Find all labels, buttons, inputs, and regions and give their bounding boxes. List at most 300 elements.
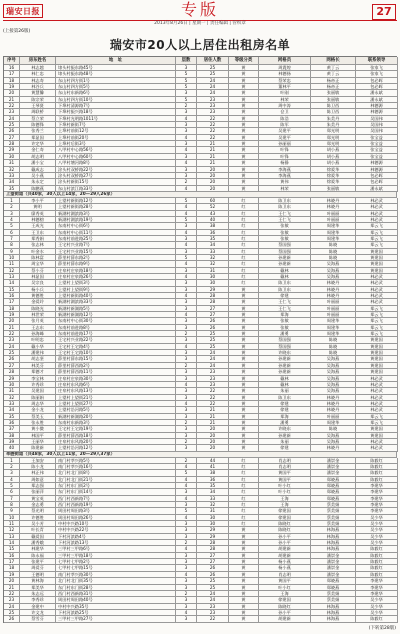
- cell-floors: 3: [176, 414, 197, 420]
- cell-floors: 4: [176, 242, 197, 248]
- cell-seq: 8: [4, 502, 20, 508]
- cell-landlord: 林谷兵: [20, 84, 56, 90]
- cell-address: 上望村上望街21号: [56, 395, 176, 401]
- cell-residents: 24: [197, 356, 229, 362]
- cell-seq: 21: [4, 585, 20, 591]
- cell-grid-member: 朱丽: [259, 439, 311, 445]
- cell-residents: 24: [197, 597, 229, 603]
- cell-landlord: 吴小芳: [20, 521, 56, 527]
- cell-grid-member: 徐建: [259, 445, 311, 451]
- cell-floors: 3: [176, 337, 197, 343]
- cell-landlord: 金仁寿: [20, 147, 56, 153]
- cell-residents: 29: [197, 287, 229, 293]
- cell-grid-member: 潘勇: [259, 331, 311, 337]
- cell-level: 黄: [229, 395, 259, 401]
- cell-grid-leader: 潘崇金: [311, 464, 356, 470]
- cell-grid-member: 孙建新: [259, 255, 311, 261]
- page-number-badge: 27: [372, 4, 396, 20]
- table-row: [4, 616, 397, 622]
- cell-residents: 27: [197, 312, 229, 318]
- cell-address: 涂头村双桥路27号: [56, 173, 176, 179]
- cell-landlord: 王琴贤: [20, 103, 56, 109]
- cell-residents: 22: [197, 116, 229, 122]
- cell-contact-leader: 陈毅红: [356, 477, 398, 483]
- cell-grid-leader: 林晓丹: [311, 198, 356, 204]
- continued-from-note: (上接第26版): [3, 29, 31, 34]
- cell-grid-member: 孙建新: [259, 363, 311, 369]
- cell-address: 薛里村薛东路9号: [56, 261, 176, 267]
- cell-level: 红: [229, 458, 259, 464]
- cell-seq: 20: [4, 90, 20, 96]
- cell-floors: 2: [176, 103, 197, 109]
- cell-residents: 27: [197, 306, 229, 312]
- cell-landlord: 林国平: [20, 433, 56, 439]
- cell-floors: 3: [176, 167, 197, 173]
- cell-grid-member: 许晓东: [259, 426, 311, 432]
- cell-landlord: 陈林富: [20, 255, 56, 261]
- cell-grid-leader: 叶丽丽: [311, 211, 356, 217]
- cell-residents: 20: [197, 179, 229, 185]
- cell-grid-member: 周震煌: [259, 65, 311, 71]
- cell-floors: 4: [176, 344, 197, 350]
- cell-grid-leader: 周建华: [311, 331, 356, 337]
- cell-landlord: 李宝林: [20, 376, 56, 382]
- cell-floors: 3: [176, 559, 197, 565]
- cell-seq: 20: [4, 318, 20, 324]
- cell-grid-leader: 林海燕: [311, 546, 356, 552]
- cell-landlord: 黄林海: [20, 578, 56, 584]
- cell-grid-leader: 陈晓: [311, 344, 356, 350]
- cell-contact-leader: 吴少华: [356, 515, 398, 521]
- cell-contact-leader: 陈毅红: [356, 559, 398, 565]
- cell-contact-leader: 陈毅红: [356, 572, 398, 578]
- cell-grid-member: 黄国平: [259, 470, 311, 476]
- cell-contact-leader: 陈毅红: [356, 565, 398, 571]
- cell-contact-leader: 李建华: [356, 578, 398, 584]
- cell-landlord: 廖秀英: [20, 211, 56, 217]
- cell-residents: 26: [197, 318, 229, 324]
- cell-residents: 24: [197, 591, 229, 597]
- cell-grid-leader: 林晓丹: [311, 445, 356, 451]
- cell-seq: 18: [4, 565, 20, 571]
- cell-floors: 2: [176, 458, 197, 464]
- cell-seq: 15: [4, 287, 20, 293]
- cell-grid-leader: 张丽敏: [311, 90, 356, 96]
- cell-residents: 22: [197, 401, 229, 407]
- cell-contact-leader: 黄建国: [356, 369, 398, 375]
- cell-floors: 3: [176, 388, 197, 394]
- cell-residents: 21: [197, 414, 229, 420]
- cell-landlord: 戴成志: [20, 167, 56, 173]
- cell-floors: 4: [176, 515, 197, 521]
- cell-landlord: 戴爱国: [20, 534, 56, 540]
- cell-grid-member: 张敏: [259, 230, 311, 236]
- cell-address: 庄泉村东风路6号: [56, 382, 176, 388]
- cell-grid-leader: 陈晓: [311, 337, 356, 343]
- cell-grid-leader: 林晓丹: [311, 293, 356, 299]
- cell-level: 黄: [229, 344, 259, 350]
- cell-seq: 31: [4, 160, 20, 166]
- cell-grid-member: 徐建国: [259, 508, 311, 514]
- cell-floors: 2: [176, 179, 197, 185]
- cell-floors: 3: [176, 395, 197, 401]
- cell-address: 下埠村光明路1011号: [56, 116, 176, 122]
- cell-residents: 22: [197, 128, 229, 134]
- cell-floors: 3: [176, 318, 197, 324]
- cell-grid-leader: 周建华: [311, 325, 356, 331]
- cell-address: 薛里村薛西路18号: [56, 433, 176, 439]
- cell-floors: 3: [176, 521, 197, 527]
- cell-address: 上望村新街路12号: [56, 198, 176, 204]
- cell-level: 红: [229, 261, 259, 267]
- cell-grid-leader: 黄丁云: [311, 65, 356, 71]
- cell-address: 新湖村湖滨路19号: [56, 217, 176, 223]
- cell-grid-leader: 周建华: [311, 230, 356, 236]
- cell-grid-leader: 林海燕: [311, 616, 356, 622]
- cell-contact-leader: 林必武: [356, 376, 398, 382]
- cell-seq: 4: [4, 477, 20, 483]
- cell-landlord: 陈丽娟: [20, 395, 56, 401]
- cell-landlord: 蔡雪芬: [20, 616, 56, 622]
- cell-level: 红: [229, 217, 259, 223]
- cell-address: 新湖村新湖路12号: [56, 312, 176, 318]
- cell-floors: 4: [176, 211, 197, 217]
- cell-landlord: 王加安: [20, 458, 56, 464]
- cell-residents: 38: [197, 223, 229, 229]
- cell-address: 西门村西新路7号: [56, 496, 176, 502]
- header-contact-leader: 联系领导: [356, 57, 398, 65]
- table-row: [4, 445, 397, 451]
- cell-seq: 38: [4, 433, 20, 439]
- cell-grid-leader: 吴海燕: [311, 439, 356, 445]
- cell-address: 东门村东门街14号: [56, 489, 176, 495]
- cell-grid-member: 孙小平: [259, 534, 311, 540]
- cell-level: 黄: [229, 426, 259, 432]
- cell-address: 上望村沿河路12号: [56, 445, 176, 451]
- cell-contact-leader: 郑云飞: [356, 420, 398, 426]
- cell-address: 西门村西新路19号: [56, 502, 176, 508]
- cell-floors: 4: [176, 160, 197, 166]
- cell-seq: 12: [4, 527, 20, 533]
- cell-grid-member: 陈晓红: [259, 521, 311, 527]
- cell-floors: 3: [176, 65, 197, 71]
- cell-contact-leader: 林必武: [356, 293, 398, 299]
- cell-level: 黄: [229, 78, 259, 84]
- cell-address: 北门村北门街8号: [56, 470, 176, 476]
- cell-seq: 6: [4, 489, 20, 495]
- cell-residents: 20: [197, 173, 229, 179]
- cell-floors: 2: [176, 420, 197, 426]
- cell-residents: 20: [197, 433, 229, 439]
- cell-grid-leader: 蔡美娟: [311, 597, 356, 603]
- cell-residents: 25: [197, 344, 229, 350]
- cell-contact-leader: 林必武: [356, 388, 398, 394]
- cell-grid-member: 徐建国: [259, 597, 311, 603]
- cell-address: 王宅村兴业路15号: [56, 249, 176, 255]
- cell-residents: 43: [197, 211, 229, 217]
- cell-floors: 3: [176, 527, 197, 533]
- cell-grid-leader: 徐爱华: [311, 167, 356, 173]
- cell-address: 王宅村王宅路4号: [56, 344, 176, 350]
- cell-grid-member: 张敏: [259, 223, 311, 229]
- cell-address: 东南村中心街30号: [56, 318, 176, 324]
- cell-grid-leader: 郑晓燕: [311, 489, 356, 495]
- cell-grid-member: 王海: [259, 496, 311, 502]
- cell-landlord: 林建华: [20, 546, 56, 552]
- cell-floors: 4: [176, 135, 197, 141]
- cell-seq: 25: [4, 350, 20, 356]
- cell-address: 上望村新街路40号: [56, 293, 176, 299]
- cell-residents: 38: [197, 470, 229, 476]
- cell-floors: 4: [176, 496, 197, 502]
- cell-landlord: 朱志远: [20, 591, 56, 597]
- cell-landlord: 林德榕: [20, 217, 56, 223]
- cell-floors: 2: [176, 439, 197, 445]
- cell-contact-leader: 李建华: [356, 489, 398, 495]
- cell-grid-leader: 陈卫西: [311, 109, 356, 115]
- cell-floors: 3: [176, 350, 197, 356]
- cell-floors: 3: [176, 565, 197, 571]
- cell-residents: 22: [197, 616, 229, 622]
- cell-grid-leader: 郑光明: [311, 141, 356, 147]
- cell-landlord: 王德明: [20, 572, 56, 578]
- cell-level: 红: [229, 502, 259, 508]
- cell-grid-leader: 叶丽丽: [311, 217, 356, 223]
- cell-floors: 4: [176, 382, 197, 388]
- cell-grid-leader: 张丽敏: [311, 186, 356, 192]
- cell-address: 东山村四方街1号: [56, 78, 176, 84]
- header-address: 地 址: [56, 57, 176, 65]
- cell-address: 七甲村七甲路15号: [56, 565, 176, 571]
- cell-grid-leader: 胡小燕: [311, 160, 356, 166]
- cell-contact-leader: 包必晖: [356, 84, 398, 90]
- cell-seq: 5: [4, 223, 20, 229]
- cell-landlord: 张秀兰: [20, 128, 56, 134]
- cell-address: 中村中兴路10号: [56, 521, 176, 527]
- cell-floors: 3: [176, 287, 197, 293]
- cell-address: 庄泉村庄泉路18号: [56, 268, 176, 274]
- cell-seq: 21: [4, 325, 20, 331]
- cell-grid-leader: 叶丽丽: [311, 414, 356, 420]
- cell-seq: 17: [4, 299, 20, 305]
- cell-residents: 25: [197, 337, 229, 343]
- cell-grid-leader: 杨帝正: [311, 84, 356, 90]
- cell-grid-leader: 林海燕: [311, 527, 356, 533]
- cell-residents: 36: [197, 477, 229, 483]
- cell-address: 东门村东门街28号: [56, 585, 176, 591]
- cell-address: 上望村上望街9号: [56, 287, 176, 293]
- cell-contact-leader: 黄建国: [356, 356, 398, 362]
- cell-seq: 30: [4, 154, 20, 160]
- cell-residents: 21: [197, 160, 229, 166]
- cell-level: 黄: [229, 565, 259, 571]
- cell-seq: 15: [4, 546, 20, 552]
- cell-residents: 23: [197, 376, 229, 382]
- cell-address: 上望村新街路28号: [56, 204, 176, 210]
- cell-grid-leader: 潘崇金: [311, 458, 356, 464]
- cell-landlord: 李秀珍: [20, 597, 56, 603]
- cell-floors: 3: [176, 141, 197, 147]
- cell-grid-leader: 吴海燕: [311, 268, 356, 274]
- cell-floors: 4: [176, 546, 197, 552]
- cell-seq: 23: [4, 109, 20, 115]
- cell-residents: 23: [197, 604, 229, 610]
- cell-grid-member: 王海: [259, 591, 311, 597]
- cell-floors: 4: [176, 186, 197, 192]
- cell-level: 红: [229, 236, 259, 242]
- cell-seq: 19: [4, 572, 20, 578]
- cell-landlord: 叶金水: [20, 249, 56, 255]
- cell-grid-member: 杨小燕: [259, 559, 311, 565]
- cell-landlord: 许德胜: [20, 515, 56, 521]
- cell-floors: 3: [176, 128, 197, 134]
- cell-contact-leader: 吴少华: [356, 534, 398, 540]
- cell-seq: 5: [4, 483, 20, 489]
- cell-contact-leader: 郑云飞: [356, 223, 398, 229]
- cell-level: 红: [229, 274, 259, 280]
- cell-residents: 26: [197, 325, 229, 331]
- cell-residents: 26: [197, 572, 229, 578]
- cell-grid-member: 杨小燕: [259, 565, 311, 571]
- cell-floors: 5: [176, 217, 197, 223]
- cell-level: 黄: [229, 585, 259, 591]
- cell-residents: 26: [197, 565, 229, 571]
- cell-residents: 35: [197, 483, 229, 489]
- cell-contact-leader: 李建华: [356, 496, 398, 502]
- cell-contact-leader: 李建华: [356, 585, 398, 591]
- cell-grid-member: 陈军: [259, 122, 311, 128]
- cell-floors: 5: [176, 470, 197, 476]
- cell-floors: 4: [176, 230, 197, 236]
- cell-grid-member: 孙小平: [259, 540, 311, 546]
- cell-landlord: 王志东: [20, 325, 56, 331]
- cell-floors: 3: [176, 407, 197, 413]
- cell-level: 黄: [229, 337, 259, 343]
- cell-landlord: 潘小宝: [20, 160, 56, 166]
- cell-seq: 36: [4, 420, 20, 426]
- cell-address: 上埠村后街3号: [56, 141, 176, 147]
- header-floors: 层数: [176, 57, 197, 65]
- cell-seq: 20: [4, 578, 20, 584]
- cell-grid-member: 孙建新: [259, 261, 311, 267]
- cell-grid-member: 戴林: [259, 376, 311, 382]
- cell-landlord: 陈小龙: [20, 464, 56, 470]
- cell-residents: 31: [197, 268, 229, 274]
- cell-seq: 6: [4, 230, 20, 236]
- cell-seq: 16: [4, 293, 20, 299]
- cell-landlord: 陈建新: [20, 445, 56, 451]
- cell-landlord: 金志勇: [20, 502, 56, 508]
- cell-address: 东南村前进路8号: [56, 325, 176, 331]
- cell-grid-member: 王仁飞: [259, 306, 311, 312]
- cell-grid-member: 胡建新: [259, 553, 311, 559]
- cell-grid-member: 王仁飞: [259, 299, 311, 305]
- cell-grid-leader: 张丽敏: [311, 97, 356, 103]
- cell-residents: 28: [197, 540, 229, 546]
- cell-landlord: 胡志明: [20, 154, 56, 160]
- cell-floors: 3: [176, 223, 197, 229]
- cell-floors: 3: [176, 597, 197, 603]
- cell-grid-leader: 林晓丹: [311, 407, 356, 413]
- cell-contact-leader: 黄建国: [356, 363, 398, 369]
- cell-grid-leader: 陈晓: [311, 249, 356, 255]
- cell-grid-member: 徐建: [259, 293, 311, 299]
- cell-address: 下村河滨路13号: [56, 540, 176, 546]
- cell-seq: 33: [4, 401, 20, 407]
- cell-seq: 33: [4, 173, 20, 179]
- cell-level: 黄: [229, 420, 259, 426]
- cell-grid-member: 张敏: [259, 236, 311, 242]
- cell-contact-leader: 潘永斌: [356, 90, 398, 96]
- cell-level: 红: [229, 496, 259, 502]
- cell-landlord: 周爱芬: [20, 565, 56, 571]
- cell-contact-leader: 陈毅红: [356, 553, 398, 559]
- cell-address: 上望村上望街3号: [56, 280, 176, 286]
- cell-grid-member: 郑海: [259, 414, 311, 420]
- cell-floors: 4: [176, 401, 197, 407]
- cell-address: 东山村滨江路33号: [56, 186, 176, 192]
- cell-seq: 19: [4, 312, 20, 318]
- cell-grid-leader: 周建华: [311, 223, 356, 229]
- cell-landlord: 陈晓光: [20, 306, 56, 312]
- cell-landlord: 潘秀娥: [20, 540, 56, 546]
- cell-landlord: 黄德胜: [20, 293, 56, 299]
- cell-landlord: 黄明: [20, 204, 56, 210]
- cell-contact-leader: 林必武: [356, 439, 398, 445]
- cell-grid-leader: 潘崇金: [311, 572, 356, 578]
- cell-level: 红: [229, 198, 259, 204]
- cell-seq: 1: [4, 458, 20, 464]
- cell-residents: 25: [197, 331, 229, 337]
- cell-residents: 28: [197, 546, 229, 552]
- cell-contact-leader: 吴少华: [356, 604, 398, 610]
- cell-floors: 3: [176, 616, 197, 622]
- cell-level: 红: [229, 483, 259, 489]
- cell-address: 庄泉村庄泉路30号: [56, 376, 176, 382]
- cell-floors: 4: [176, 116, 197, 122]
- cell-grid-member: 胡建新: [259, 616, 311, 622]
- cell-landlord: 张永胜: [20, 420, 56, 426]
- cell-address: 埭头村振东路48号: [56, 71, 176, 77]
- cell-seq: 35: [4, 186, 20, 192]
- cell-grid-member: 朱丽: [259, 388, 311, 394]
- cell-landlord: 李小平: [20, 198, 56, 204]
- cell-grid-member: 黄国平: [259, 477, 311, 483]
- cell-landlord: 王成光: [20, 223, 56, 229]
- cell-level: 黄: [229, 293, 259, 299]
- cell-contact-leader: 林必武: [356, 299, 398, 305]
- cell-contact-leader: 郑云飞: [356, 242, 398, 248]
- cell-level: 黄: [229, 572, 259, 578]
- cell-residents: 35: [197, 236, 229, 242]
- cell-level: 红: [229, 230, 259, 236]
- cell-contact-leader: 黄建国: [356, 249, 398, 255]
- cell-residents: 21: [197, 147, 229, 153]
- district-caption: 莘塍街道（共48家，30人以上11家，20—29人37家）: [4, 452, 397, 458]
- cell-level: 红: [229, 268, 259, 274]
- cell-landlord: 郑秀娟: [20, 236, 56, 242]
- cell-seq: 40: [4, 445, 20, 451]
- cell-grid-member: 徐建: [259, 407, 311, 413]
- cell-grid-leader: 吴海燕: [311, 274, 356, 280]
- cell-landlord: 林显国: [20, 274, 56, 280]
- cell-grid-member: 蔡国强: [259, 242, 311, 248]
- cell-grid-member: 张敏: [259, 325, 311, 331]
- cell-landlord: 郑美华: [20, 585, 56, 591]
- cell-seq: 23: [4, 337, 20, 343]
- cell-floors: 2: [176, 331, 197, 337]
- cell-seq: 18: [4, 78, 20, 84]
